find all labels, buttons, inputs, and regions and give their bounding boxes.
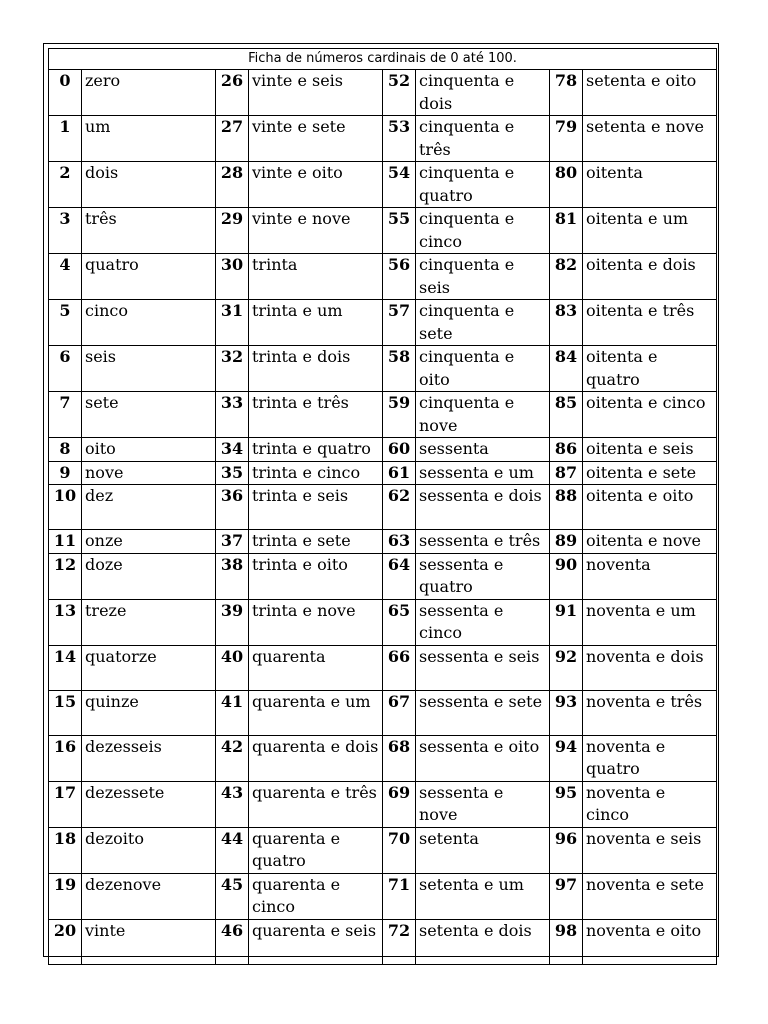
number-cell: 98 [550, 919, 583, 964]
number-cell: 10 [49, 485, 82, 530]
number-word-cell: setenta e um [416, 873, 550, 919]
number-cell: 5 [49, 300, 82, 346]
number-word-cell: oitenta [583, 162, 717, 208]
number-cell: 84 [550, 346, 583, 392]
table-row [49, 919, 717, 964]
number-word-cell: noventa e dois [583, 645, 717, 690]
number-cell: 13 [49, 599, 82, 645]
number-word-cell: noventa e oito [583, 919, 717, 964]
number-word-cell: trinta e seis [249, 485, 383, 530]
number-cell: 46 [216, 919, 249, 964]
number-word-cell: oitenta e quatro [583, 346, 717, 392]
number-cell: 8 [49, 438, 82, 462]
table-row [49, 827, 717, 873]
number-word-cell: vinte e sete [249, 116, 383, 162]
number-word-cell: sessenta e sete [416, 690, 550, 735]
number-word-cell: oitenta e sete [583, 461, 717, 485]
number-word-cell: quatro [82, 254, 216, 300]
number-cell: 95 [550, 781, 583, 827]
number-word-cell: dezesseis [82, 735, 216, 781]
number-word-cell: sessenta e oito [416, 735, 550, 781]
number-word-cell: cinquenta e sete [416, 300, 550, 346]
number-word-cell: onze [82, 530, 216, 554]
table-row [49, 599, 717, 645]
number-cell: 97 [550, 873, 583, 919]
table-row [49, 530, 717, 554]
number-word-cell: oitenta e seis [583, 438, 717, 462]
number-word-cell: noventa e seis [583, 827, 717, 873]
number-cell: 83 [550, 300, 583, 346]
number-cell: 42 [216, 735, 249, 781]
number-cell: 28 [216, 162, 249, 208]
number-word-cell: oitenta e dois [583, 254, 717, 300]
number-word-cell: trinta e quatro [249, 438, 383, 462]
table-row [49, 873, 717, 919]
table-row [49, 461, 717, 485]
number-cell: 86 [550, 438, 583, 462]
number-cell: 9 [49, 461, 82, 485]
table-row [49, 735, 717, 781]
number-cell: 60 [383, 438, 416, 462]
table-row [49, 645, 717, 690]
number-word-cell: cinquenta e quatro [416, 162, 550, 208]
number-cell: 40 [216, 645, 249, 690]
number-word-cell: oitenta e oito [583, 485, 717, 530]
number-cell: 62 [383, 485, 416, 530]
number-cell: 93 [550, 690, 583, 735]
number-cell: 81 [550, 208, 583, 254]
table-row [49, 116, 717, 162]
number-cell: 20 [49, 919, 82, 964]
number-word-cell: quarenta e seis [249, 919, 383, 964]
number-word-cell: doze [82, 553, 216, 599]
number-cell: 3 [49, 208, 82, 254]
number-cell: 58 [383, 346, 416, 392]
number-word-cell: trinta e três [249, 392, 383, 438]
number-word-cell: vinte [82, 919, 216, 964]
number-word-cell: noventa e três [583, 690, 717, 735]
number-word-cell: três [82, 208, 216, 254]
number-cell: 80 [550, 162, 583, 208]
number-word-cell: um [82, 116, 216, 162]
number-cell: 41 [216, 690, 249, 735]
title-row [49, 49, 717, 70]
table-row [49, 346, 717, 392]
number-cell: 66 [383, 645, 416, 690]
table-row [49, 162, 717, 208]
number-cell: 2 [49, 162, 82, 208]
number-cell: 92 [550, 645, 583, 690]
number-word-cell: oito [82, 438, 216, 462]
number-word-cell: sessenta e quatro [416, 553, 550, 599]
number-cell: 88 [550, 485, 583, 530]
number-word-cell: oitenta e cinco [583, 392, 717, 438]
table-row [49, 254, 717, 300]
number-word-cell: treze [82, 599, 216, 645]
number-cell: 19 [49, 873, 82, 919]
number-word-cell: oitenta e três [583, 300, 717, 346]
table-row [49, 300, 717, 346]
number-word-cell: sessenta e cinco [416, 599, 550, 645]
number-cell: 4 [49, 254, 82, 300]
number-word-cell: sessenta e seis [416, 645, 550, 690]
number-cell: 1 [49, 116, 82, 162]
number-word-cell: seis [82, 346, 216, 392]
number-cell: 29 [216, 208, 249, 254]
number-word-cell: noventa e um [583, 599, 717, 645]
number-cell: 34 [216, 438, 249, 462]
number-word-cell: sessenta e um [416, 461, 550, 485]
number-cell: 85 [550, 392, 583, 438]
number-word-cell: cinquenta e seis [416, 254, 550, 300]
number-word-cell: noventa e quatro [583, 735, 717, 781]
number-cell: 56 [383, 254, 416, 300]
number-cell: 17 [49, 781, 82, 827]
number-cell: 32 [216, 346, 249, 392]
number-cell: 69 [383, 781, 416, 827]
number-cell: 79 [550, 116, 583, 162]
number-word-cell: cinquenta e oito [416, 346, 550, 392]
table-row [49, 485, 717, 530]
number-word-cell: setenta e nove [583, 116, 717, 162]
number-word-cell: cinquenta e nove [416, 392, 550, 438]
number-cell: 15 [49, 690, 82, 735]
number-word-cell: sessenta e dois [416, 485, 550, 530]
number-cell: 70 [383, 827, 416, 873]
number-word-cell: quinze [82, 690, 216, 735]
number-word-cell: quarenta e cinco [249, 873, 383, 919]
number-word-cell: sessenta e três [416, 530, 550, 554]
table-row [49, 553, 717, 599]
worksheet-title: Ficha de números cardinais de 0 até 100. [49, 49, 717, 70]
number-cell: 18 [49, 827, 82, 873]
number-word-cell: vinte e nove [249, 208, 383, 254]
number-cell: 61 [383, 461, 416, 485]
number-word-cell: noventa e sete [583, 873, 717, 919]
table-row [49, 208, 717, 254]
number-cell: 0 [49, 70, 82, 116]
number-cell: 55 [383, 208, 416, 254]
number-cell: 52 [383, 70, 416, 116]
number-cell: 82 [550, 254, 583, 300]
number-cell: 59 [383, 392, 416, 438]
cardinal-numbers-table [48, 48, 717, 965]
number-cell: 11 [49, 530, 82, 554]
number-word-cell: trinta e dois [249, 346, 383, 392]
number-word-cell: noventa [583, 553, 717, 599]
table-row [49, 781, 717, 827]
number-cell: 14 [49, 645, 82, 690]
number-word-cell: trinta e oito [249, 553, 383, 599]
number-cell: 63 [383, 530, 416, 554]
number-word-cell: quarenta e três [249, 781, 383, 827]
number-cell: 45 [216, 873, 249, 919]
number-word-cell: setenta e dois [416, 919, 550, 964]
number-word-cell: vinte e seis [249, 70, 383, 116]
number-word-cell: trinta e nove [249, 599, 383, 645]
number-word-cell: setenta [416, 827, 550, 873]
number-word-cell: setenta e oito [583, 70, 717, 116]
number-cell: 6 [49, 346, 82, 392]
number-cell: 16 [49, 735, 82, 781]
table-row [49, 70, 717, 116]
number-word-cell: trinta e cinco [249, 461, 383, 485]
number-word-cell: cinquenta e três [416, 116, 550, 162]
number-word-cell: nove [82, 461, 216, 485]
number-cell: 43 [216, 781, 249, 827]
number-cell: 87 [550, 461, 583, 485]
number-word-cell: oitenta e um [583, 208, 717, 254]
worksheet-frame [43, 43, 719, 957]
number-cell: 65 [383, 599, 416, 645]
number-cell: 57 [383, 300, 416, 346]
number-word-cell: cinquenta e cinco [416, 208, 550, 254]
number-word-cell: trinta [249, 254, 383, 300]
number-cell: 68 [383, 735, 416, 781]
number-cell: 72 [383, 919, 416, 964]
number-cell: 64 [383, 553, 416, 599]
table-row [49, 392, 717, 438]
number-word-cell: dezoito [82, 827, 216, 873]
number-word-cell: trinta e sete [249, 530, 383, 554]
number-cell: 78 [550, 70, 583, 116]
number-word-cell: sessenta e nove [416, 781, 550, 827]
number-cell: 26 [216, 70, 249, 116]
number-cell: 30 [216, 254, 249, 300]
number-word-cell: noventa e cinco [583, 781, 717, 827]
number-cell: 67 [383, 690, 416, 735]
number-word-cell: trinta e um [249, 300, 383, 346]
number-word-cell: cinco [82, 300, 216, 346]
number-word-cell: sessenta [416, 438, 550, 462]
number-cell: 36 [216, 485, 249, 530]
number-cell: 7 [49, 392, 82, 438]
number-word-cell: sete [82, 392, 216, 438]
number-word-cell: dezenove [82, 873, 216, 919]
number-word-cell: quarenta e um [249, 690, 383, 735]
number-cell: 54 [383, 162, 416, 208]
number-cell: 71 [383, 873, 416, 919]
number-word-cell: quatorze [82, 645, 216, 690]
number-word-cell: dez [82, 485, 216, 530]
number-cell: 31 [216, 300, 249, 346]
number-cell: 91 [550, 599, 583, 645]
number-cell: 12 [49, 553, 82, 599]
number-cell: 33 [216, 392, 249, 438]
number-cell: 27 [216, 116, 249, 162]
number-cell: 39 [216, 599, 249, 645]
table-row [49, 690, 717, 735]
number-word-cell: vinte e oito [249, 162, 383, 208]
number-word-cell: oitenta e nove [583, 530, 717, 554]
number-word-cell: quarenta e quatro [249, 827, 383, 873]
number-cell: 37 [216, 530, 249, 554]
number-cell: 44 [216, 827, 249, 873]
number-word-cell: quarenta e dois [249, 735, 383, 781]
number-word-cell: dois [82, 162, 216, 208]
number-word-cell: cinquenta e dois [416, 70, 550, 116]
number-cell: 94 [550, 735, 583, 781]
number-word-cell: zero [82, 70, 216, 116]
number-cell: 89 [550, 530, 583, 554]
number-cell: 38 [216, 553, 249, 599]
number-word-cell: quarenta [249, 645, 383, 690]
number-cell: 96 [550, 827, 583, 873]
table-row [49, 438, 717, 462]
number-cell: 90 [550, 553, 583, 599]
number-word-cell: dezessete [82, 781, 216, 827]
number-cell: 53 [383, 116, 416, 162]
number-cell: 35 [216, 461, 249, 485]
